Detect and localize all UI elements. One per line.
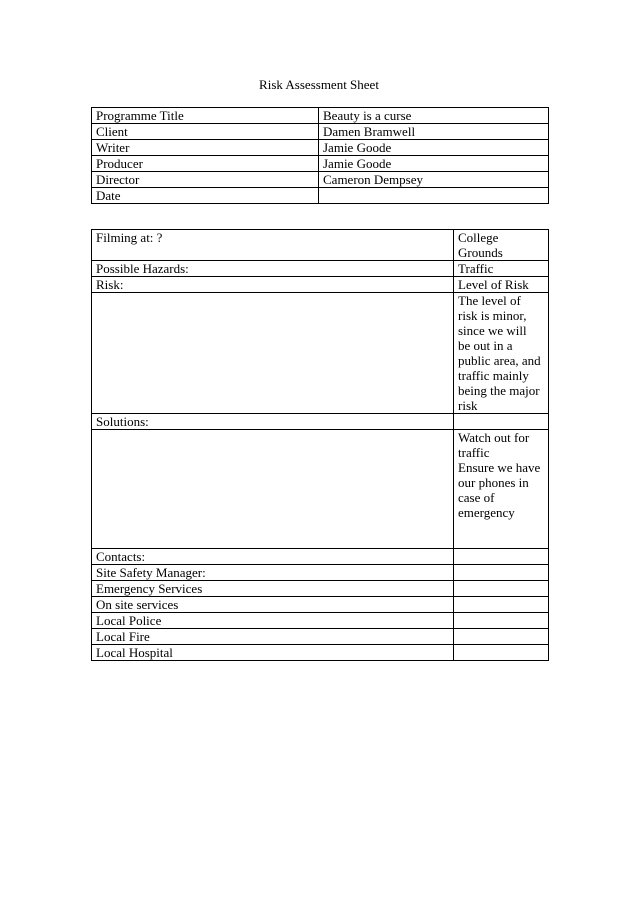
on-site-services-value bbox=[454, 597, 549, 613]
solutions-value-blank bbox=[454, 414, 549, 430]
page-title: Risk Assessment Sheet bbox=[259, 77, 379, 92]
programme-title-label: Programme Title bbox=[92, 108, 319, 124]
table-row bbox=[92, 108, 549, 124]
hazards-value: Traffic bbox=[454, 261, 549, 277]
local-fire-value bbox=[454, 629, 549, 645]
risk-assessment-table bbox=[91, 229, 549, 661]
solutions-label: Solutions: bbox=[92, 414, 454, 430]
client-label: Client bbox=[92, 124, 319, 140]
contacts-value bbox=[454, 549, 549, 565]
table-row bbox=[92, 188, 549, 204]
emergency-services-value bbox=[454, 581, 549, 597]
programme-info-table bbox=[91, 107, 549, 204]
table-row bbox=[92, 156, 549, 172]
writer-label: Writer bbox=[92, 140, 319, 156]
client-value: Damen Bramwell bbox=[319, 124, 549, 140]
local-police-label: Local Police bbox=[92, 613, 454, 629]
contacts-label: Contacts: bbox=[92, 549, 454, 565]
site-safety-manager-label: Site Safety Manager: bbox=[92, 565, 454, 581]
table-row bbox=[92, 597, 549, 613]
local-police-value bbox=[454, 613, 549, 629]
table-row bbox=[92, 261, 549, 277]
director-value: Cameron Dempsey bbox=[319, 172, 549, 188]
solutions-detail-blank bbox=[92, 430, 454, 549]
hazards-label: Possible Hazards: bbox=[92, 261, 454, 277]
table-row bbox=[92, 230, 549, 261]
risk-detail-text: The level of risk is minor, since we will be out in a public area, and traffic mainly being the major risk bbox=[454, 293, 549, 414]
director-label: Director bbox=[92, 172, 319, 188]
table-row bbox=[92, 645, 549, 661]
date-value bbox=[319, 188, 549, 204]
date-label: Date bbox=[92, 188, 319, 204]
local-hospital-label: Local Hospital bbox=[92, 645, 454, 661]
filming-location-label: Filming at: ? bbox=[92, 230, 454, 261]
table-row bbox=[92, 172, 549, 188]
risk-label: Risk: bbox=[92, 277, 454, 293]
programme-title-value: Beauty is a curse bbox=[319, 108, 549, 124]
table-row bbox=[92, 414, 549, 430]
local-hospital-value bbox=[454, 645, 549, 661]
emergency-services-label: Emergency Services bbox=[92, 581, 454, 597]
producer-label: Producer bbox=[92, 156, 319, 172]
local-fire-label: Local Fire bbox=[92, 629, 454, 645]
table-row bbox=[92, 140, 549, 156]
table-row bbox=[92, 124, 549, 140]
table-row bbox=[92, 430, 549, 549]
filming-location-value: College Grounds bbox=[454, 230, 549, 261]
writer-value: Jamie Goode bbox=[319, 140, 549, 156]
solutions-detail-text: Watch out for traffic Ensure we have our phones in case of emergency bbox=[454, 430, 549, 549]
site-safety-manager-value bbox=[454, 565, 549, 581]
table-row bbox=[92, 581, 549, 597]
on-site-services-label: On site services bbox=[92, 597, 454, 613]
producer-value: Jamie Goode bbox=[319, 156, 549, 172]
table-row bbox=[92, 549, 549, 565]
table-row bbox=[92, 293, 549, 414]
table-row bbox=[92, 613, 549, 629]
risk-detail-blank bbox=[92, 293, 454, 414]
risk-level-heading: Level of Risk bbox=[454, 277, 549, 293]
table-row bbox=[92, 629, 549, 645]
table-row bbox=[92, 565, 549, 581]
table-row bbox=[92, 277, 549, 293]
